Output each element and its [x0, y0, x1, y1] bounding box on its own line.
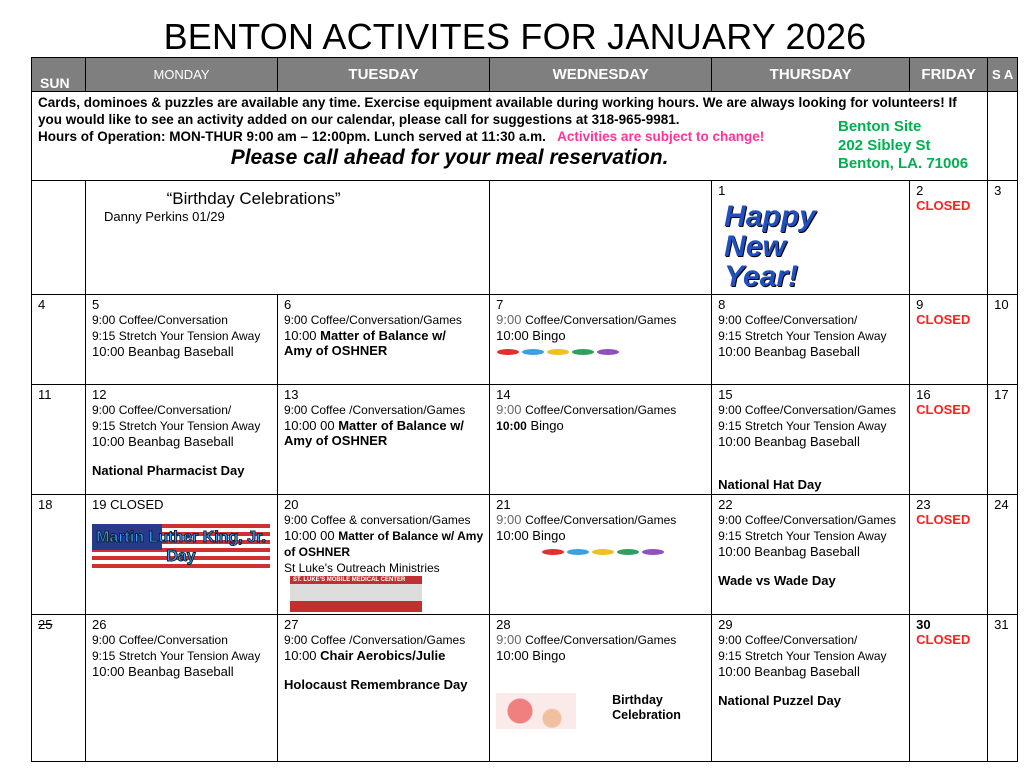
activity-line: [92, 344, 271, 359]
text-run: 10:00 Beanbag Baseball: [718, 434, 860, 449]
date-number: [718, 387, 903, 402]
text-run: 17: [994, 387, 1009, 402]
day-header-thu: THURSDAY: [712, 58, 910, 92]
activity-line: [718, 559, 903, 573]
birthday-title: “Birthday Celebrations”: [166, 189, 341, 208]
text-run: 26: [92, 617, 107, 632]
activity-line: [284, 433, 483, 448]
day-cell: [32, 615, 86, 762]
text-run: 9:00: [496, 402, 526, 417]
activity-line: [718, 573, 903, 588]
date-number: [92, 497, 271, 512]
text-run: 24: [994, 497, 1009, 512]
day-cell: [490, 295, 712, 385]
day-header-row: [32, 58, 1018, 92]
activity-line: [718, 679, 903, 693]
text-run: National Hat Day: [718, 477, 822, 492]
text-run: 9:00 Coffee/Conversation: [92, 313, 228, 327]
bingo-balls-icon: [541, 547, 666, 557]
text-run: 18: [38, 497, 53, 512]
day-cell: [86, 385, 278, 495]
activity-line: [718, 418, 903, 434]
text-run: 6: [284, 297, 292, 312]
text-run: Coffee/Conversation/Games: [525, 313, 677, 327]
day-cell: [988, 295, 1018, 385]
text-run: CLOSED: [916, 312, 971, 327]
text-run: 20: [284, 497, 299, 512]
activity-line: [718, 477, 903, 492]
activity-line: [496, 328, 705, 343]
activity-line: [496, 528, 705, 543]
date-number: [718, 297, 903, 312]
text-run: 10:00 00: [284, 528, 339, 543]
site-address: [838, 118, 968, 174]
date-number: [718, 183, 903, 198]
day-cell: [32, 385, 86, 495]
activity-line: [92, 418, 271, 434]
week-row: [32, 615, 1018, 762]
date-number: [916, 497, 981, 512]
activity-line: [916, 402, 981, 417]
day-header-tue: TUESDAY: [278, 58, 490, 92]
activity-line: [916, 632, 981, 647]
day-cell: [988, 615, 1018, 762]
text-run: 22: [718, 497, 733, 512]
text-run: 1: [718, 183, 726, 198]
text-run: 9:15 Stretch Your Tension Away: [92, 329, 261, 343]
text-run: 10:00 00: [284, 418, 339, 433]
text-run: 19 CLOSED: [92, 497, 164, 512]
date-number: [496, 497, 705, 512]
text-run: 9:00 Coffee/Conversation/: [718, 633, 858, 647]
text-run: 10:00 Bingo: [496, 528, 566, 543]
activity-line: [284, 560, 483, 576]
teapot-image: [496, 693, 576, 729]
text-run: 9:15 Stretch Your Tension Away: [92, 419, 261, 433]
text-run: St Luke's Outreach Ministries: [284, 561, 440, 575]
day-cell: [712, 615, 910, 762]
text-run: 10:00 Beanbag Baseball: [92, 434, 234, 449]
text-run: 9:15 Stretch Your Tension Away: [718, 649, 887, 663]
text-run: 9:00: [496, 312, 526, 327]
text-run: National Puzzel Day: [718, 693, 841, 708]
text-run: 13: [284, 387, 299, 402]
mlk-day-image: Martin Luther King, Jr. Day: [92, 524, 270, 570]
text-run: 21: [496, 497, 511, 512]
text-run: 10:00 Beanbag Baseball: [92, 664, 234, 679]
day-header-sat: S A: [988, 58, 1018, 92]
info-box: [32, 92, 988, 181]
day-header-fri: FRIDAY: [910, 58, 988, 92]
date-number: [994, 297, 1011, 312]
day-cell: [712, 181, 910, 295]
activity-line: [92, 449, 271, 463]
activity-line: [92, 328, 271, 344]
activity-line: [284, 663, 483, 677]
day-cell: [490, 181, 712, 295]
activity-line: [718, 402, 903, 418]
text-run: 31: [994, 617, 1009, 632]
text-run: 2: [916, 183, 924, 198]
text-run: Coffee/Conversation/Games: [525, 633, 677, 647]
activity-line: [92, 664, 271, 679]
text-run: 9:00 Coffee/Conversation/: [92, 403, 232, 417]
day-cell: [32, 295, 86, 385]
text-run: 8: [718, 297, 726, 312]
text-run: 28: [496, 617, 511, 632]
activity-line: [496, 632, 705, 648]
date-number: [718, 497, 903, 512]
activity-line: [496, 512, 705, 528]
day-cell: [490, 385, 712, 495]
day-cell: [86, 495, 278, 615]
date-number: [916, 297, 981, 312]
happy-new-year-image: Happy New Year!: [724, 200, 816, 293]
date-number: [38, 617, 79, 632]
birthday-celebration-label: Birthday: [612, 693, 663, 707]
week-row: [32, 181, 1018, 295]
activity-line: [718, 463, 903, 477]
text-run: 9:15 Stretch Your Tension Away: [92, 649, 261, 663]
site-name: Benton Site: [838, 118, 922, 135]
week-row: [32, 495, 1018, 615]
text-run: 10:00 Beanbag Baseball: [718, 664, 860, 679]
text-run: 16: [916, 387, 931, 402]
date-number: [92, 387, 271, 402]
site-city: Benton, LA. 71006: [838, 155, 969, 172]
date-number: [38, 297, 79, 312]
date-number: [92, 297, 271, 312]
text-run: CLOSED: [916, 632, 971, 647]
date-number: [496, 297, 705, 312]
text-run: 27: [284, 617, 299, 632]
date-number: [916, 617, 981, 632]
text-run: CLOSED: [916, 198, 971, 213]
text-run: 9:00 Coffee/Conversation/Games: [284, 313, 462, 327]
date-number: [496, 387, 705, 402]
text-run: CLOSED: [916, 512, 971, 527]
day-cell: [278, 295, 490, 385]
day-cell: [712, 295, 910, 385]
text-run: Bingo: [526, 418, 564, 433]
info-text: Cards, dominoes & puzzles are available any time. Exercise equipment available during working hours. We are always looking for volunteers! If you would like to see an activity added on our calendar, please call for suggestions at 318-965-9981.: [38, 95, 957, 127]
activity-line: [284, 343, 483, 358]
text-run: Wade vs Wade Day: [718, 573, 836, 588]
text-run: 5: [92, 297, 100, 312]
page-title: BENTON ACTIVITES FOR JANUARY 2026: [163, 16, 867, 57]
text-run: 9:00 Coffee /Conversation/Games: [284, 403, 466, 417]
meal-reservation-notice: Please call ahead for your meal reservation.: [230, 146, 669, 169]
text-run: 9:00 Coffee & conversation/Games: [284, 513, 471, 527]
day-cell: [86, 295, 278, 385]
text-run: 10:00 Beanbag Baseball: [718, 344, 860, 359]
text-run: Matter of Balance w/: [320, 328, 446, 343]
activity-line: [284, 328, 483, 343]
activity-line: [284, 312, 483, 328]
activity-line: [916, 198, 981, 213]
activity-line: [718, 664, 903, 679]
text-run: 10:00 Bingo: [496, 648, 566, 663]
date-number: [718, 617, 903, 632]
activity-line: [284, 418, 483, 433]
text-run: 11: [38, 387, 52, 402]
text-run: 9:00 Coffee/Conversation/Games: [718, 403, 897, 417]
activity-line: [718, 512, 903, 528]
day-cell: [910, 295, 988, 385]
week-row: [32, 385, 1018, 495]
date-number: [92, 617, 271, 632]
date-number: [284, 617, 483, 632]
activity-line: [718, 632, 903, 648]
activity-line: [718, 648, 903, 664]
activity-line: [916, 512, 981, 527]
day-cell: [712, 495, 910, 615]
text-run: 30: [916, 617, 931, 632]
text-run: 10:00 Beanbag Baseball: [92, 344, 234, 359]
text-run: 9:00: [496, 512, 526, 527]
text-run: Chair Aerobics/Julie: [320, 648, 446, 663]
activity-line: [92, 648, 271, 664]
text-run: 10:00: [496, 419, 527, 433]
day-header-sun: SUN: [32, 58, 86, 92]
text-run: 9:15 Stretch Your Tension Away: [718, 529, 887, 543]
text-run: 10:00: [284, 648, 321, 663]
activity-line: [284, 402, 483, 418]
activity-line: [718, 328, 903, 344]
date-number: [994, 183, 1011, 198]
text-run: Amy of OSHNER: [284, 433, 388, 448]
day-cell: [490, 495, 712, 615]
text-run: 23: [916, 497, 931, 512]
day-cell: [910, 385, 988, 495]
text-run: 4: [38, 297, 46, 312]
text-run: 10:00: [284, 328, 321, 343]
activity-line: [916, 312, 981, 327]
activity-line: [496, 418, 705, 434]
text-run: 10:00 Beanbag Baseball: [718, 544, 860, 559]
text-run: Holocaust Remembrance Day: [284, 677, 468, 692]
day-cell: [278, 615, 490, 762]
date-number: [496, 617, 705, 632]
text-run: 15: [718, 387, 733, 402]
text-run: Coffee/Conversation/Games: [525, 513, 677, 527]
date-number: [994, 617, 1011, 632]
info-blank: [988, 92, 1018, 181]
date-number: [284, 387, 483, 402]
date-number: [994, 387, 1011, 402]
change-notice: Activities are subject to change!: [557, 129, 765, 144]
bingo-balls-icon: [496, 347, 621, 357]
activity-line: [718, 312, 903, 328]
activity-line: [718, 449, 903, 463]
text-run: 10:00 Bingo: [496, 328, 566, 343]
day-cell: [712, 385, 910, 495]
text-run: Amy of OSHNER: [284, 343, 388, 358]
text-run: Matter of Balance w/ Amy: [338, 529, 484, 543]
text-run: 12: [92, 387, 107, 402]
text-run: 9: [916, 297, 924, 312]
date-number: [38, 497, 79, 512]
activity-line: [284, 648, 483, 663]
calendar-table: [31, 57, 1018, 762]
text-run: Matter of Balance w/: [338, 418, 464, 433]
date-number: [994, 497, 1011, 512]
text-run: CLOSED: [916, 402, 971, 417]
text-run: 7: [496, 297, 504, 312]
activity-line: [718, 434, 903, 449]
day-cell: [278, 385, 490, 495]
day-cell: [910, 181, 988, 295]
activity-line: [496, 312, 705, 328]
text-run: 10: [994, 297, 1009, 312]
day-cell: [32, 495, 86, 615]
activity-line: [92, 463, 271, 478]
text-run: 9:00: [496, 632, 526, 647]
day-cell: [988, 385, 1018, 495]
birthday-cell: [86, 181, 490, 295]
activity-line: [284, 677, 483, 692]
activity-line: [92, 402, 271, 418]
text-run: 9:15 Stretch Your Tension Away: [718, 419, 887, 433]
day-cell: [910, 615, 988, 762]
activity-line: [284, 632, 483, 648]
day-cell: [32, 181, 86, 295]
text-run: 9:00 Coffee/Conversation: [92, 633, 228, 647]
activity-line: [718, 344, 903, 359]
activity-line: [92, 312, 271, 328]
activity-line: [718, 693, 903, 708]
text-run: of OSHNER: [284, 545, 350, 559]
site-street: 202 Sibley St: [838, 136, 931, 154]
text-run: 29: [718, 617, 733, 632]
text-run: 9:00 Coffee /Conversation/Games: [284, 633, 466, 647]
date-number: [916, 387, 981, 402]
date-number: [284, 297, 483, 312]
text-run: Coffee/Conversation/Games: [525, 403, 677, 417]
day-cell: [278, 495, 490, 615]
week-row: [32, 295, 1018, 385]
text-run: 3: [994, 183, 1002, 198]
day-cell: [988, 495, 1018, 615]
activity-line: [284, 512, 483, 528]
hours-text: Hours of Operation: MON-THUR 9:00 am – 12:00pm. Lunch served at 11:30 a.m.: [38, 129, 546, 144]
text-run: 9:00 Coffee/Conversation/Games: [718, 513, 897, 527]
text-run: 25: [38, 617, 53, 632]
activity-line: [496, 648, 705, 663]
activity-line: [496, 402, 705, 418]
text-run: 9:15 Stretch Your Tension Away: [718, 329, 887, 343]
activity-line: [284, 544, 483, 560]
text-run: 14: [496, 387, 511, 402]
activity-line: [92, 434, 271, 449]
day-cell: [86, 615, 278, 762]
birthday-name: Danny Perkins 01/29: [104, 209, 225, 224]
activity-line: [718, 528, 903, 544]
activity-line: [92, 632, 271, 648]
day-cell: [490, 615, 712, 762]
day-header-mon: MONDAY: [86, 58, 278, 92]
st-lukes-image: ST. LUKE'S MOBILE MEDICAL CENTER: [290, 576, 422, 612]
activity-line: [284, 528, 483, 544]
birthday-celebration-label: Celebration: [612, 708, 681, 722]
text-run: National Pharmacist Day: [92, 463, 245, 478]
day-header-wed: WEDNESDAY: [490, 58, 712, 92]
day-cell: [910, 495, 988, 615]
day-cell: [988, 181, 1018, 295]
activity-line: [718, 544, 903, 559]
text-run: 9:00 Coffee/Conversation/: [718, 313, 858, 327]
date-number: [916, 183, 981, 198]
date-number: [38, 387, 79, 402]
date-number: [284, 497, 483, 512]
